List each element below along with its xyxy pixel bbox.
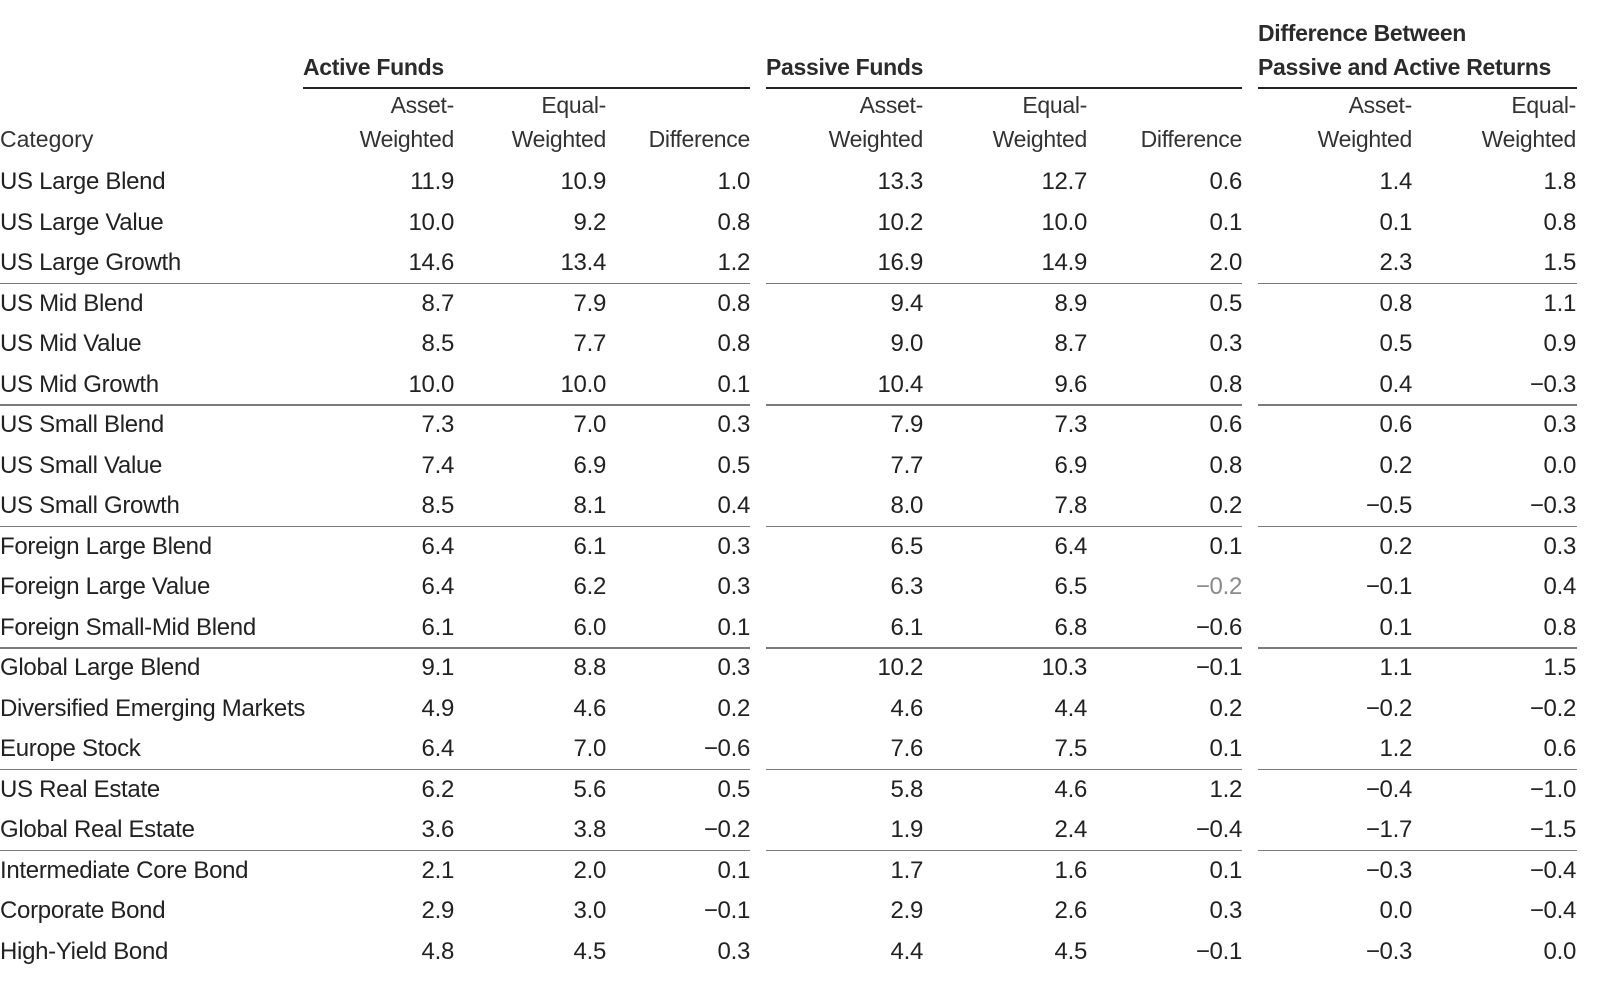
cell-active-difference: 0.8 [717, 330, 750, 357]
cell-active-asset-weighted: 8.5 [421, 330, 454, 357]
cell-diff-asset-weighted: 0.4 [1379, 370, 1412, 398]
cell-passive-difference: 0.8 [1209, 370, 1242, 398]
cell-category: US Large Growth [0, 249, 181, 276]
cell-passive-equal-weighted: 6.9 [1054, 451, 1087, 479]
cell-passive-difference: −0.2 [1195, 573, 1242, 600]
cell-active-equal-weighted: 7.7 [573, 330, 606, 357]
cell-diff-equal-weighted: 1.1 [1543, 289, 1576, 317]
column-header-line: Asset- [1348, 92, 1412, 118]
group-title-difference-line2: Passive and Active Returns [1258, 54, 1552, 80]
cell-active-asset-weighted: 7.3 [421, 411, 454, 438]
table-row [0, 243, 1600, 284]
row-group-divider [766, 526, 1242, 528]
column-header-line: Weighted [992, 126, 1087, 152]
cell-passive-difference: 0.5 [1209, 289, 1242, 317]
cell-diff-asset-weighted: 2.3 [1379, 249, 1412, 276]
cell-diff-asset-weighted: −0.1 [1365, 573, 1412, 600]
cell-passive-equal-weighted: 7.8 [1054, 492, 1087, 519]
cell-category: US Real Estate [0, 775, 160, 803]
row-group-divider [766, 850, 1242, 852]
cell-diff-equal-weighted: 0.6 [1543, 735, 1576, 762]
cell-active-asset-weighted: 14.6 [408, 249, 454, 276]
cell-diff-equal-weighted: 0.3 [1543, 411, 1576, 438]
cell-diff-equal-weighted: 0.3 [1543, 532, 1576, 560]
cell-category: Global Real Estate [0, 816, 195, 843]
cell-active-difference: 0.2 [717, 694, 750, 722]
cell-passive-asset-weighted: 1.7 [890, 856, 923, 884]
cell-passive-difference: 0.6 [1209, 168, 1242, 195]
row-group-divider [1258, 404, 1577, 406]
cell-passive-asset-weighted: 9.0 [890, 330, 923, 357]
table-row [0, 689, 1600, 730]
table-row [0, 851, 1600, 892]
cell-diff-asset-weighted: 1.1 [1379, 654, 1412, 681]
group-title-passive: Passive Funds [766, 54, 924, 80]
cell-diff-asset-weighted: −0.3 [1365, 937, 1412, 965]
column-header-line: Weighted [1481, 126, 1576, 152]
cell-active-difference: 0.1 [717, 856, 750, 884]
cell-diff-equal-weighted: 0.0 [1543, 937, 1576, 965]
cell-diff-equal-weighted: −0.3 [1529, 370, 1576, 398]
cell-category: US Small Blend [0, 411, 164, 438]
column-header-line: Asset- [859, 92, 923, 118]
table-row [0, 324, 1600, 365]
cell-active-equal-weighted: 3.0 [573, 897, 606, 924]
cell-passive-equal-weighted: 9.6 [1054, 370, 1087, 398]
table-row [0, 648, 1600, 689]
group-title-difference [1258, 16, 1551, 84]
cell-active-difference: 0.5 [717, 775, 750, 803]
table-header [0, 14, 1600, 162]
cell-passive-difference: 1.2 [1209, 775, 1242, 803]
column-header-passive-equal-weighted [993, 88, 1087, 156]
cell-active-asset-weighted: 2.1 [421, 856, 454, 884]
cell-active-difference: 0.3 [717, 573, 750, 600]
cell-active-difference: 0.4 [717, 492, 750, 519]
cell-active-asset-weighted: 6.4 [421, 735, 454, 762]
cell-diff-equal-weighted: −1.0 [1529, 775, 1576, 803]
cell-diff-asset-weighted: 0.2 [1379, 451, 1412, 479]
table-row [0, 729, 1600, 770]
cell-passive-difference: 0.1 [1209, 856, 1242, 884]
cell-passive-equal-weighted: 4.4 [1054, 694, 1087, 722]
cell-active-difference: 0.1 [717, 613, 750, 641]
table-row [0, 203, 1600, 244]
cell-category: Foreign Large Blend [0, 532, 212, 560]
cell-active-asset-weighted: 8.7 [421, 289, 454, 317]
cell-passive-asset-weighted: 6.3 [890, 573, 923, 600]
table-row [0, 405, 1600, 446]
cell-active-asset-weighted: 8.5 [421, 492, 454, 519]
returns-table [0, 14, 1600, 972]
cell-active-difference: 0.8 [717, 289, 750, 317]
column-header-diff-asset-weighted [1318, 88, 1412, 156]
cell-active-asset-weighted: 4.8 [421, 937, 454, 965]
cell-passive-difference: −0.1 [1195, 937, 1242, 965]
table-row [0, 284, 1600, 325]
cell-diff-asset-weighted: 0.5 [1379, 330, 1412, 357]
table-row [0, 365, 1600, 406]
cell-active-asset-weighted: 6.4 [421, 532, 454, 560]
table-row [0, 810, 1600, 851]
row-group-divider [766, 769, 1242, 771]
cell-diff-asset-weighted: 1.4 [1379, 168, 1412, 195]
column-header-line: Weighted [828, 126, 923, 152]
cell-passive-asset-weighted: 16.9 [877, 249, 923, 276]
cell-diff-equal-weighted: 0.9 [1543, 330, 1576, 357]
cell-passive-asset-weighted: 6.1 [890, 613, 923, 641]
cell-passive-asset-weighted: 13.3 [877, 168, 923, 195]
cell-active-difference: 0.3 [717, 654, 750, 681]
column-header-passive-difference: Difference [1140, 126, 1242, 152]
cell-passive-difference: 0.1 [1209, 532, 1242, 560]
cell-active-equal-weighted: 4.5 [573, 937, 606, 965]
row-group-divider [766, 404, 1242, 406]
cell-passive-asset-weighted: 9.4 [890, 289, 923, 317]
cell-active-asset-weighted: 11.9 [410, 168, 454, 195]
cell-passive-asset-weighted: 7.7 [890, 451, 923, 479]
cell-passive-asset-weighted: 1.9 [890, 816, 923, 843]
cell-diff-asset-weighted: −0.2 [1365, 694, 1412, 722]
cell-category: Europe Stock [0, 735, 141, 762]
column-header-line: Asset- [390, 92, 454, 118]
cell-category: Intermediate Core Bond [0, 856, 249, 884]
row-group-divider [766, 647, 1242, 649]
cell-passive-asset-weighted: 8.0 [890, 492, 923, 519]
cell-active-difference: 0.5 [717, 451, 750, 479]
table-row [0, 932, 1600, 973]
table-row [0, 567, 1600, 608]
cell-passive-asset-weighted: 6.5 [890, 532, 923, 560]
cell-passive-equal-weighted: 10.3 [1041, 654, 1087, 681]
cell-diff-equal-weighted: −0.3 [1529, 492, 1576, 519]
cell-category: Foreign Large Value [0, 573, 210, 600]
cell-category: US Small Growth [0, 492, 180, 519]
cell-passive-equal-weighted: 6.8 [1054, 613, 1087, 641]
cell-active-equal-weighted: 2.0 [573, 856, 606, 884]
row-group-divider [766, 283, 1242, 285]
cell-passive-equal-weighted: 1.6 [1054, 856, 1087, 884]
table-row [0, 770, 1600, 811]
cell-active-asset-weighted: 10.0 [408, 370, 454, 398]
cell-passive-equal-weighted: 12.7 [1041, 168, 1087, 195]
cell-active-asset-weighted: 6.4 [421, 573, 454, 600]
cell-passive-equal-weighted: 7.3 [1054, 411, 1087, 438]
column-header-category: Category [0, 126, 94, 152]
cell-diff-equal-weighted: 1.5 [1543, 654, 1576, 681]
cell-active-equal-weighted: 4.6 [573, 694, 606, 722]
cell-diff-asset-weighted: 0.1 [1379, 208, 1412, 236]
group-title-active: Active Funds [303, 54, 444, 80]
cell-active-equal-weighted: 8.1 [573, 492, 606, 519]
column-header-line: Equal- [1022, 92, 1087, 118]
cell-diff-equal-weighted: 0.8 [1543, 208, 1576, 236]
cell-active-equal-weighted: 7.0 [573, 735, 606, 762]
cell-passive-equal-weighted: 6.4 [1054, 532, 1087, 560]
table-body [0, 162, 1600, 972]
cell-active-equal-weighted: 6.9 [573, 451, 606, 479]
cell-passive-asset-weighted: 4.6 [890, 694, 923, 722]
cell-passive-equal-weighted: 4.6 [1054, 775, 1087, 803]
cell-category: US Mid Value [0, 330, 142, 357]
cell-active-asset-weighted: 3.6 [421, 816, 454, 843]
cell-active-difference: 1.0 [717, 168, 750, 195]
cell-passive-equal-weighted: 14.9 [1041, 249, 1087, 276]
cell-diff-equal-weighted: −0.2 [1529, 694, 1576, 722]
cell-active-difference: 0.8 [717, 208, 750, 236]
cell-category: Corporate Bond [0, 897, 166, 924]
cell-active-asset-weighted: 9.1 [421, 654, 454, 681]
cell-passive-difference: 0.3 [1209, 330, 1242, 357]
table-row [0, 527, 1600, 568]
column-header-line: Equal- [1511, 92, 1576, 118]
cell-active-equal-weighted: 10.0 [560, 370, 606, 398]
cell-diff-asset-weighted: 0.6 [1379, 411, 1412, 438]
cell-passive-difference: 0.1 [1209, 735, 1242, 762]
cell-diff-equal-weighted: 0.8 [1543, 613, 1576, 641]
cell-passive-asset-weighted: 10.2 [877, 208, 923, 236]
cell-passive-difference: 0.3 [1209, 897, 1242, 924]
cell-diff-equal-weighted: 0.4 [1543, 573, 1576, 600]
cell-diff-equal-weighted: 1.5 [1543, 249, 1576, 276]
cell-passive-equal-weighted: 10.0 [1041, 208, 1087, 236]
cell-active-asset-weighted: 2.9 [421, 897, 454, 924]
cell-diff-asset-weighted: −0.5 [1365, 492, 1412, 519]
cell-category: US Small Value [0, 451, 163, 479]
cell-category: US Mid Growth [0, 370, 159, 398]
column-header-active-asset-weighted [360, 88, 454, 156]
cell-passive-equal-weighted: 7.5 [1054, 735, 1087, 762]
cell-category: Diversified Emerging Markets [0, 694, 306, 722]
table-row [0, 608, 1600, 649]
table-row [0, 446, 1600, 487]
column-header-diff-equal-weighted [1482, 88, 1576, 156]
group-title-difference-line1: Difference Between [1258, 20, 1467, 46]
cell-diff-asset-weighted: 0.1 [1379, 613, 1412, 641]
cell-passive-difference: 0.1 [1209, 208, 1242, 236]
cell-passive-difference: 2.0 [1209, 249, 1242, 276]
cell-active-equal-weighted: 9.2 [573, 208, 606, 236]
column-header-active-equal-weighted [512, 88, 606, 156]
cell-passive-asset-weighted: 10.2 [877, 654, 923, 681]
row-group-divider [1258, 526, 1577, 528]
column-header-active-difference: Difference [648, 126, 750, 152]
cell-passive-equal-weighted: 2.6 [1054, 897, 1087, 924]
cell-active-difference: −0.6 [703, 735, 750, 762]
column-header-passive-asset-weighted [829, 88, 923, 156]
cell-active-difference: −0.2 [703, 816, 750, 843]
cell-active-equal-weighted: 6.2 [573, 573, 606, 600]
cell-passive-difference: −0.6 [1195, 613, 1242, 641]
cell-active-difference: 0.1 [717, 370, 750, 398]
cell-diff-asset-weighted: 1.2 [1379, 735, 1412, 762]
table-row [0, 891, 1600, 932]
column-header-line: Weighted [359, 126, 454, 152]
cell-active-asset-weighted: 6.1 [421, 613, 454, 641]
cell-diff-asset-weighted: 0.8 [1379, 289, 1412, 317]
table-row [0, 486, 1600, 527]
cell-passive-difference: −0.4 [1195, 816, 1242, 843]
cell-diff-asset-weighted: 0.0 [1379, 897, 1412, 924]
row-group-divider [1258, 283, 1577, 285]
cell-passive-difference: 0.6 [1209, 411, 1242, 438]
cell-category: US Mid Blend [0, 289, 144, 317]
cell-passive-difference: 0.2 [1209, 492, 1242, 519]
cell-diff-asset-weighted: −0.4 [1365, 775, 1412, 803]
cell-active-equal-weighted: 5.6 [573, 775, 606, 803]
cell-diff-equal-weighted: 1.8 [1543, 168, 1576, 195]
cell-active-equal-weighted: 7.9 [573, 289, 606, 317]
cell-active-asset-weighted: 4.9 [421, 694, 454, 722]
cell-passive-asset-weighted: 2.9 [890, 897, 923, 924]
cell-diff-equal-weighted: −0.4 [1529, 897, 1576, 924]
cell-category: US Large Blend [0, 168, 166, 195]
cell-category: Foreign Small-Mid Blend [0, 613, 256, 641]
cell-category: US Large Value [0, 208, 164, 236]
cell-active-equal-weighted: 6.0 [573, 613, 606, 641]
cell-diff-equal-weighted: −0.4 [1529, 856, 1576, 884]
cell-passive-equal-weighted: 2.4 [1054, 816, 1087, 843]
cell-diff-asset-weighted: 0.2 [1379, 532, 1412, 560]
cell-active-asset-weighted: 7.4 [421, 451, 454, 479]
cell-active-difference: −0.1 [703, 897, 750, 924]
cell-passive-asset-weighted: 7.6 [890, 735, 923, 762]
column-header-line: Weighted [1317, 126, 1412, 152]
row-group-divider [1258, 647, 1577, 649]
cell-passive-equal-weighted: 8.7 [1054, 330, 1087, 357]
column-header-line: Equal- [541, 92, 606, 118]
table-row [0, 162, 1600, 203]
cell-passive-equal-weighted: 6.5 [1054, 573, 1087, 600]
cell-category: High-Yield Bond [0, 937, 169, 965]
cell-active-equal-weighted: 13.4 [560, 249, 606, 276]
cell-diff-asset-weighted: −1.7 [1365, 816, 1412, 843]
cell-diff-asset-weighted: −0.3 [1365, 856, 1412, 884]
cell-active-difference: 0.3 [717, 532, 750, 560]
cell-passive-asset-weighted: 5.8 [890, 775, 923, 803]
cell-passive-asset-weighted: 10.4 [877, 370, 923, 398]
cell-active-equal-weighted: 7.0 [573, 411, 606, 438]
cell-passive-asset-weighted: 7.9 [890, 411, 923, 438]
cell-active-equal-weighted: 8.8 [573, 654, 606, 681]
cell-active-equal-weighted: 3.8 [573, 816, 606, 843]
cell-passive-difference: −0.1 [1195, 654, 1242, 681]
cell-passive-equal-weighted: 4.5 [1054, 937, 1087, 965]
cell-active-difference: 1.2 [717, 249, 750, 276]
cell-passive-asset-weighted: 4.4 [890, 937, 923, 965]
cell-active-asset-weighted: 10.0 [408, 208, 454, 236]
cell-active-difference: 0.3 [717, 411, 750, 438]
cell-category: Global Large Blend [0, 654, 201, 681]
cell-passive-difference: 0.8 [1209, 451, 1242, 479]
cell-diff-equal-weighted: −1.5 [1529, 816, 1576, 843]
cell-active-asset-weighted: 6.2 [421, 775, 454, 803]
cell-active-difference: 0.3 [717, 937, 750, 965]
column-header-line: Weighted [511, 126, 606, 152]
cell-active-equal-weighted: 10.9 [560, 168, 606, 195]
cell-passive-equal-weighted: 8.9 [1054, 289, 1087, 317]
cell-diff-equal-weighted: 0.0 [1543, 451, 1576, 479]
cell-active-equal-weighted: 6.1 [573, 532, 606, 560]
cell-passive-difference: 0.2 [1209, 694, 1242, 722]
